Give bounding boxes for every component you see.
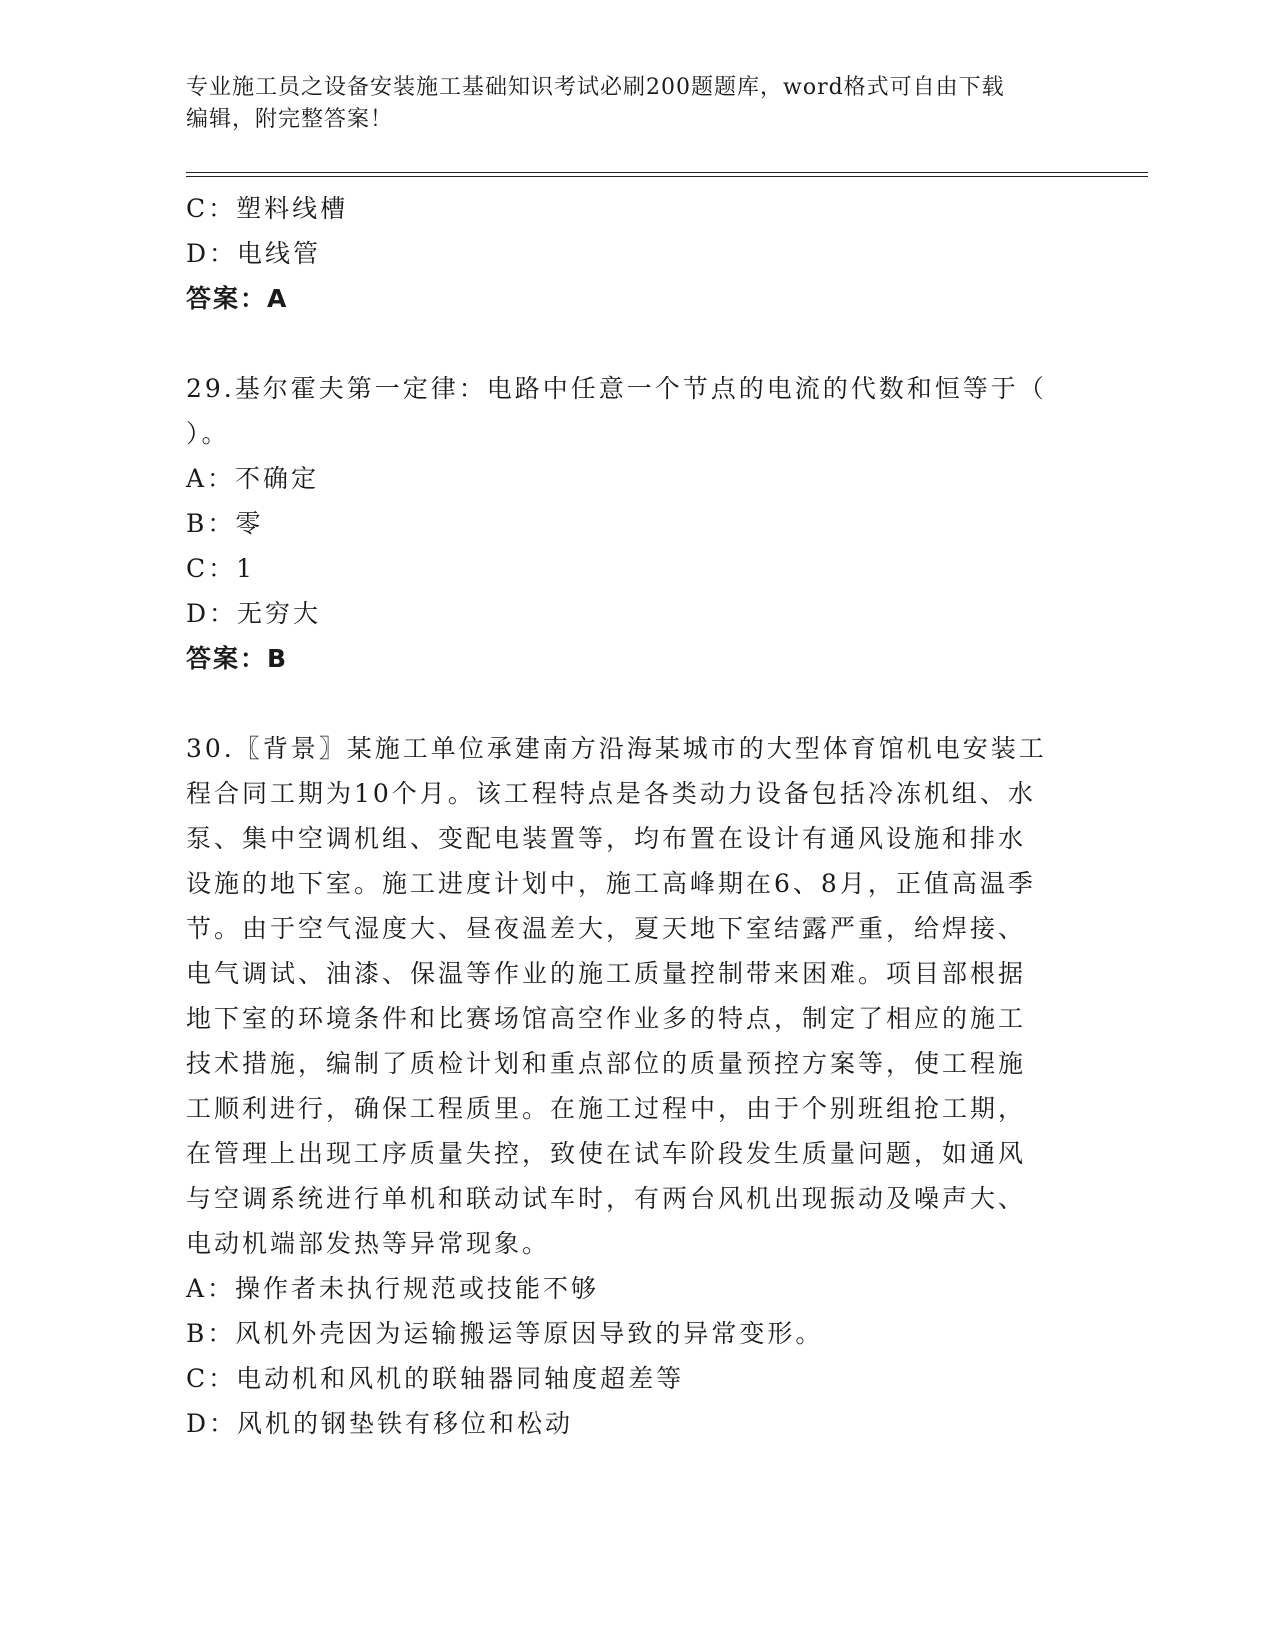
q29-option-c: C：1	[186, 554, 256, 583]
q29-option-b: B：零	[186, 509, 264, 538]
q29-stem-line: 29.基尔霍夫第一定律：电路中任意一个节点的电流的代数和恒等于（	[186, 374, 1047, 403]
q30-stem-line: 程合同工期为10个月。该工程特点是各类动力设备包括冷冻机组、水	[186, 779, 1036, 808]
question-30	[186, 726, 1086, 1446]
q28-option-c: C：塑料线槽	[186, 194, 349, 223]
document-body	[186, 186, 1086, 1446]
q30-stem-line: 电动机端部发热等异常现象。	[186, 1229, 551, 1258]
q30-option-a: A：操作者未执行规范或技能不够	[186, 1274, 600, 1303]
header-divider-bottom	[186, 176, 1148, 177]
header-line-1: 专业施工员之设备安装施工基础知识考试必刷200题题库，word格式可自由下载	[186, 75, 1005, 100]
q30-stem-line: 泵、集中空调机组、变配电装置等，均布置在设计有通风设施和排水	[186, 824, 1027, 853]
q30-stem-line: 在管理上出现工序质量失控，致使在试车阶段发生质量问题，如通风	[186, 1139, 1027, 1168]
q29-stem-line: ）。	[186, 419, 230, 448]
q28-option-d: D：电线管	[186, 239, 322, 268]
spacer	[186, 681, 1086, 726]
q30-option-c: C：电动机和风机的联轴器同轴度超差等	[186, 1364, 685, 1393]
q28-answer: 答案：A	[186, 284, 289, 313]
q30-stem-line: 节。由于空气湿度大、昼夜温差大，夏天地下室结露严重，给焊接、	[186, 914, 1027, 943]
q30-stem-line: 技术措施，编制了质检计划和重点部位的质量预控方案等，使工程施	[186, 1049, 1027, 1078]
q30-stem-line: 30.〖背景〗某施工单位承建南方沿海某城市的大型体育馆机电安装工	[186, 734, 1047, 763]
header-divider-top	[186, 172, 1148, 173]
header-line-2: 编辑，附完整答案！	[186, 107, 394, 132]
q30-stem-line: 设施的地下室。施工进度计划中，施工高峰期在6、8月，正值高温季	[186, 869, 1036, 898]
q30-stem-line: 电气调试、油漆、保温等作业的施工质量控制带来困难。项目部根据	[186, 959, 1027, 988]
q29-answer: 答案：B	[186, 644, 289, 673]
document-header	[186, 72, 1066, 136]
q29-option-a: A：不确定	[186, 464, 320, 493]
question-28-tail	[186, 186, 1086, 321]
q30-stem-line: 与空调系统进行单机和联动试车时，有两台风机出现振动及噪声大、	[186, 1184, 1027, 1213]
q30-stem-line: 工顺利进行，确保工程质里。在施工过程中，由于个别班组抢工期，	[186, 1094, 1027, 1123]
q30-stem-line: 地下室的环境条件和比赛场馆高空作业多的特点，制定了相应的施工	[186, 1004, 1027, 1033]
q30-option-d: D：风机的钢垫铁有移位和松动	[186, 1409, 574, 1438]
spacer	[186, 321, 1086, 366]
question-29	[186, 366, 1086, 681]
q29-option-d: D：无穷大	[186, 599, 322, 628]
q30-option-b: B：风机外壳因为运输搬运等原因导致的异常变形。	[186, 1319, 824, 1348]
